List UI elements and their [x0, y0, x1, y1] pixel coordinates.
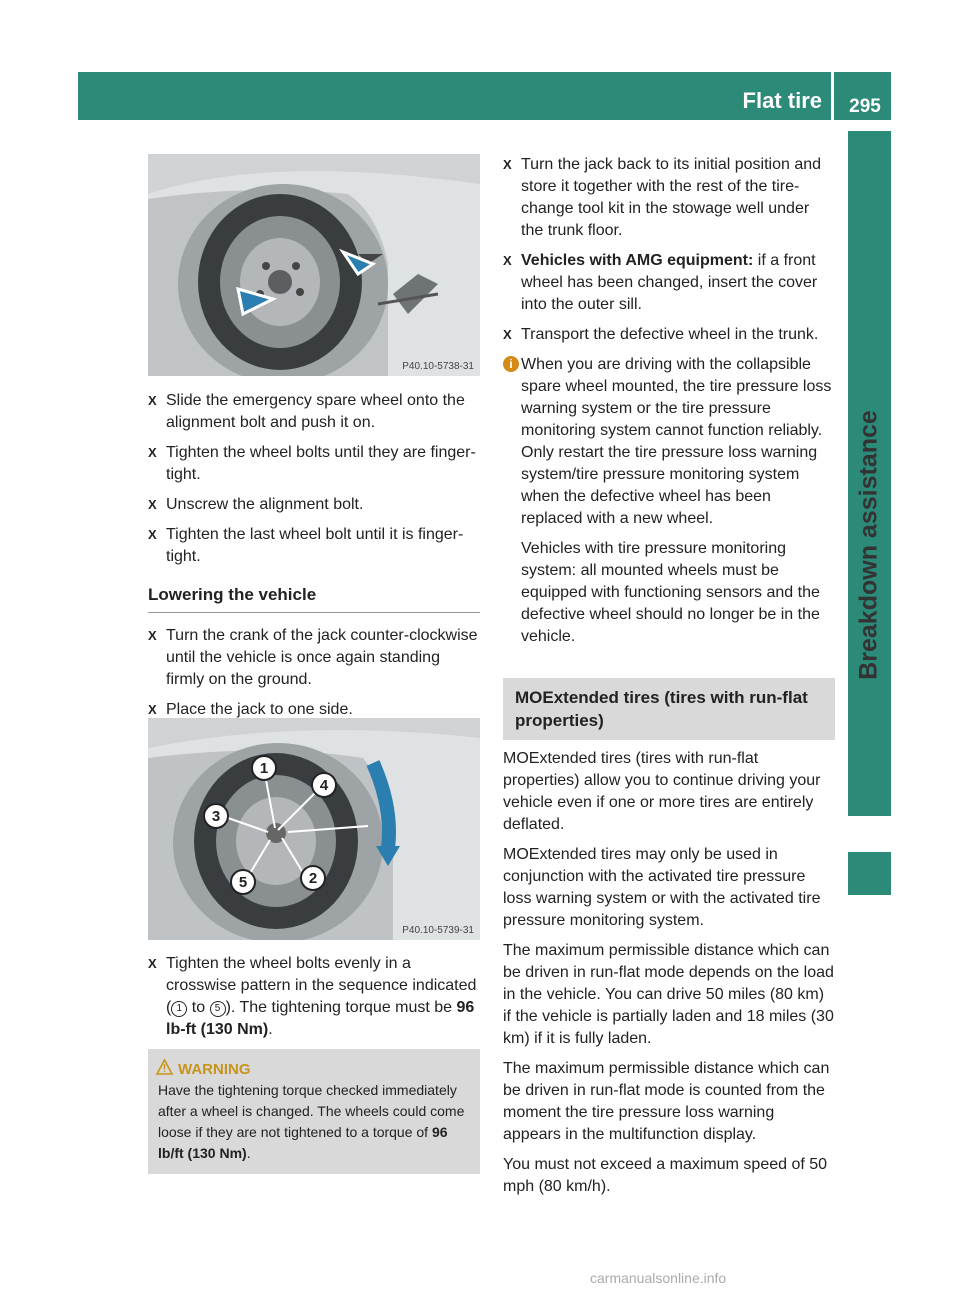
callout-4: 4 — [319, 777, 329, 794]
list-item: X Tighten the last wheel bolt until it is finger-tight. — [148, 526, 464, 565]
info-note — [503, 354, 835, 648]
warning-text: Have the tightening torque checked immediately after a wheel is changed. The wheels could come loose if they are not tightened to a torque of 96 lb/ft (130 Nm). — [158, 1082, 465, 1161]
list-item: X Turn the jack back to its initial position and store it together with the rest of the tire-change tool kit in the stowage well under the trunk floor. — [503, 156, 822, 239]
step-marker-icon: X — [148, 497, 157, 512]
figure-id: P40.10-5739-31 — [402, 925, 474, 936]
callout-5: 5 — [238, 874, 248, 891]
left-column-top — [148, 390, 480, 729]
body-paragraph: MOExtended tires may only be used in conjunction with the activated tire pressure loss warning system or with the activated tire pressure monitoring system. — [503, 846, 821, 929]
step-marker-icon: X — [503, 253, 512, 268]
circled-5: 5 — [210, 1001, 226, 1017]
callout-1: 1 — [259, 760, 269, 777]
wheel-illustration-1 — [148, 154, 480, 376]
page-title: Flat tire — [742, 88, 822, 113]
step-marker-icon: X — [503, 157, 512, 172]
list-item: X Vehicles with AMG equipment: if a front wheel has been changed, insert the cover into the outer sill. — [503, 252, 818, 313]
step-marker-icon: X — [148, 527, 157, 542]
warning-title: WARNING — [178, 1059, 470, 1080]
body-paragraph: MOExtended tires (tires with run-flat properties) allow you to continue driving your vehicle even if one or more tires are entirely deflated. — [503, 750, 821, 833]
step-marker-icon: X — [503, 327, 512, 342]
step-marker-icon: X — [148, 445, 157, 460]
list-item: X Transport the defective wheel in the trunk. — [503, 324, 835, 346]
page-number: 295 — [849, 96, 881, 117]
list-item: X Turn the crank of the jack counter-clockwise until the vehicle is once again standing firmly on the ground. — [148, 627, 478, 688]
info-icon: i — [503, 356, 519, 372]
callout-2: 2 — [308, 870, 318, 887]
wheel-illustration-2 — [148, 718, 480, 940]
watermark: carmanualsonline.info — [590, 1270, 727, 1286]
figure-id: P40.10-5738-31 — [402, 361, 474, 372]
list-item: X Slide the emergency spare wheel onto the alignment bolt and push it on. — [148, 392, 465, 431]
body-paragraph: The maximum permissible distance which can be driven in run-flat mode depends on the load in the vehicle. You can drive 50 miles (80 km) if the vehicle is partially laden and 18 miles (30 km) if it is fully laden. — [503, 942, 834, 1047]
step-marker-icon: X — [148, 393, 157, 408]
side-tab-marker — [848, 852, 891, 895]
section-heading-lowering: Lowering the vehicle — [148, 584, 480, 613]
header-divider — [831, 72, 834, 120]
body-paragraph: The maximum permissible distance which can be driven in run-flat mode is counted from the moment the tire pressure loss warning appears in the multifunction display. — [503, 1060, 830, 1143]
step-marker-icon: X — [148, 702, 157, 717]
callout-3: 3 — [211, 808, 221, 825]
torque-value: 96 lb-ft (130 Nm) — [166, 999, 475, 1038]
circled-1: 1 — [171, 1001, 187, 1017]
step-marker-icon: X — [148, 956, 157, 971]
torque-step-block — [148, 953, 480, 1049]
list-item: X Tighten the wheel bolts evenly in a crosswise pattern in the sequence indicated ( 1 to 5 ). The tightening torque must be 96 lb-ft (130 Nm). — [148, 955, 477, 1038]
list-item: X Place the jack to one side. — [148, 699, 480, 721]
side-tab-label: Breakdown assistance — [854, 410, 883, 680]
right-column — [503, 154, 835, 1206]
figure-spare-wheel-mounting — [148, 154, 480, 376]
section-heading-moextended: MOExtended tires (tires with run-flat properties) — [503, 678, 835, 740]
info-paragraph: Vehicles with tire pressure monitoring system: all mounted wheels must be equipped with functioning sensors and the defective wheel should no longer be in the vehicle. — [521, 540, 820, 645]
list-item: X Unscrew the alignment bolt. — [148, 494, 480, 516]
body-paragraph: You must not exceed a maximum speed of 50 mph (80 km/h). — [503, 1156, 828, 1195]
info-paragraph: When you are driving with the collapsible spare wheel mounted, the tire pressure loss warning system or the tire pressure monitoring system cannot function reliably. Only restart the tire pressure loss warning system/tire pressure monitoring system when the defective wheel has been replaced with a new wheel. — [521, 356, 832, 527]
list-item: X Tighten the wheel bolts until they are finger-tight. — [148, 444, 476, 483]
step-marker-icon: X — [148, 628, 157, 643]
figure-bolt-sequence — [148, 718, 480, 940]
warning-box — [148, 1049, 480, 1174]
warning-triangle-icon — [156, 1059, 173, 1075]
